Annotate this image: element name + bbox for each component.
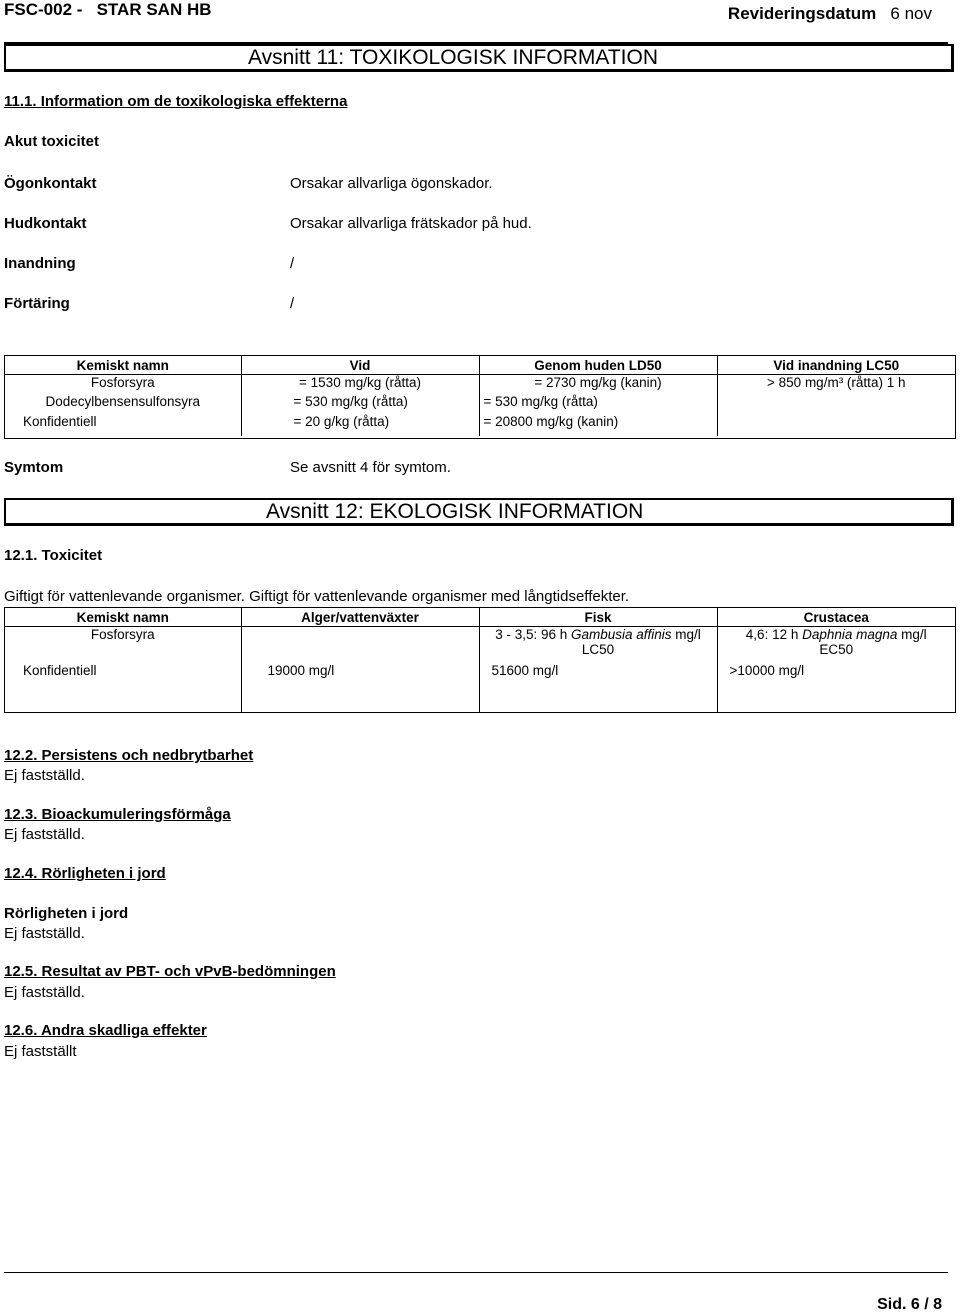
cell-crustacea: >10000 mg/l [729, 662, 805, 678]
cell-inhalation: > 850 mg/m³ (råtta) 1 h [767, 375, 906, 390]
table-row [5, 394, 955, 414]
page-number: Sid. 6 / 8 [877, 1296, 942, 1313]
value-12-2: Ej fastställd. [4, 767, 85, 784]
revision-date [728, 4, 932, 24]
eye-contact-label: Ögonkontakt [4, 175, 97, 192]
value-12-3: Ej fastställd. [4, 826, 85, 843]
value-12-4: Ej fastställd. [4, 925, 85, 942]
subsection-12-3: 12.3. Bioackumuleringsförmåga [4, 806, 231, 823]
document-code [4, 0, 212, 20]
cell-algae [241, 627, 479, 663]
section-11-title: Avsnitt 11: TOXIKOLOGISK INFORMATION [248, 46, 658, 69]
value-12-5: Ej fastställd. [4, 984, 85, 1001]
subsection-12-6: 12.6. Andra skadliga effekter [4, 1022, 207, 1039]
subsection-11-1: 11.1. Information om de toxikologiska effekterna [4, 93, 348, 110]
cell-oral: = 1530 mg/kg (råtta) [241, 375, 479, 394]
cell-inhalation [717, 414, 955, 436]
cell-fish: 51600 mg/l [479, 663, 717, 713]
header-dermal-ld50: Genom huden LD50 [479, 356, 717, 375]
header-algae: Alger/vattenväxter [241, 608, 479, 627]
subsection-12-5: 12.5. Resultat av PBT- och vPvB-bedömningen [4, 963, 336, 980]
inhalation-value: / [290, 255, 295, 272]
table-row [5, 627, 955, 663]
ecotox-table [5, 608, 955, 712]
inhalation-label: Inandning [4, 255, 76, 272]
eye-contact-value: Orsakar allvarliga ögonskador. [290, 175, 493, 192]
toxicity-table-frame [4, 355, 956, 439]
value-12-6: Ej fastställt [4, 1043, 77, 1060]
cell-fish: 3 - 3,5: 96 h Gambusia affinis mg/l LC50 [479, 627, 717, 663]
acute-toxicity-label: Akut toxicitet [4, 133, 100, 150]
cell-oral: = 20 g/kg (råtta) [241, 414, 479, 436]
toxicity-statement: Giftigt för vattenlevande organismer. Giftigt för vattenlevande organismer med långtidseffekter. [4, 588, 630, 605]
cell-inhalation [717, 394, 955, 414]
cell-name: Konfidentiell [5, 663, 241, 713]
toxicity-table [5, 356, 955, 436]
subsection-12-4: 12.4. Rörligheten i jord [4, 865, 166, 882]
section-12-banner [4, 498, 954, 526]
header-chemical-name: Kemiskt namn [5, 608, 241, 627]
mobility-label: Rörligheten i jord [4, 905, 129, 922]
header-inhalation-lc50: Vid inandning LC50 [717, 356, 955, 375]
skin-contact-label: Hudkontakt [4, 215, 87, 232]
revision-value: 6 nov [890, 4, 932, 23]
subsection-12-2: 12.2. Persistens och nedbrytbarhet [4, 747, 254, 764]
cell-dermal: = 2730 mg/kg (kanin) [479, 375, 717, 394]
header-chemical-name: Kemiskt namn [5, 356, 241, 375]
ecotox-table-header [5, 608, 955, 627]
table-row [5, 375, 955, 394]
ingestion-label: Förtäring [4, 295, 70, 312]
table-row [5, 414, 955, 436]
cell-name: Konfidentiell [5, 414, 241, 436]
header-fish: Fisk [479, 608, 717, 627]
table-row [5, 663, 955, 713]
cell-name: Fosforsyra [5, 375, 241, 394]
ecotox-table-frame [4, 607, 956, 713]
cell-name: Dodecylbensensulfonsyra [5, 394, 241, 414]
header-oral: Vid [241, 356, 479, 375]
cell-dermal: = 530 mg/kg (råtta) [479, 394, 717, 414]
cell-crustacea: 4,6: 12 h Daphnia magna mg/l EC50 [745, 627, 927, 657]
symptom-label: Symtom [4, 459, 64, 476]
symptom-value: Se avsnitt 4 för symtom. [290, 459, 451, 476]
section-12-title: Avsnitt 12: EKOLOGISK INFORMATION [266, 500, 644, 523]
header-crustacea: Crustacea [717, 608, 955, 627]
cell-dermal: = 20800 mg/kg (kanin) [479, 414, 717, 436]
footer-divider [4, 1272, 948, 1273]
cell-name: Fosforsyra [5, 627, 241, 663]
product-name: STAR SAN HB [96, 0, 212, 19]
doc-code: FSC-002 - [4, 0, 83, 19]
ingestion-value: / [290, 295, 295, 312]
skin-contact-value: Orsakar allvarliga frätskador på hud. [290, 215, 532, 232]
subsection-12-1: 12.1. Toxicitet [4, 547, 103, 564]
toxicity-table-header [5, 356, 955, 375]
section-11-banner [4, 44, 954, 72]
cell-oral: = 530 mg/kg (råtta) [241, 394, 479, 414]
cell-algae: 19000 mg/l [241, 663, 479, 713]
revision-label: Revideringsdatum [727, 4, 877, 23]
